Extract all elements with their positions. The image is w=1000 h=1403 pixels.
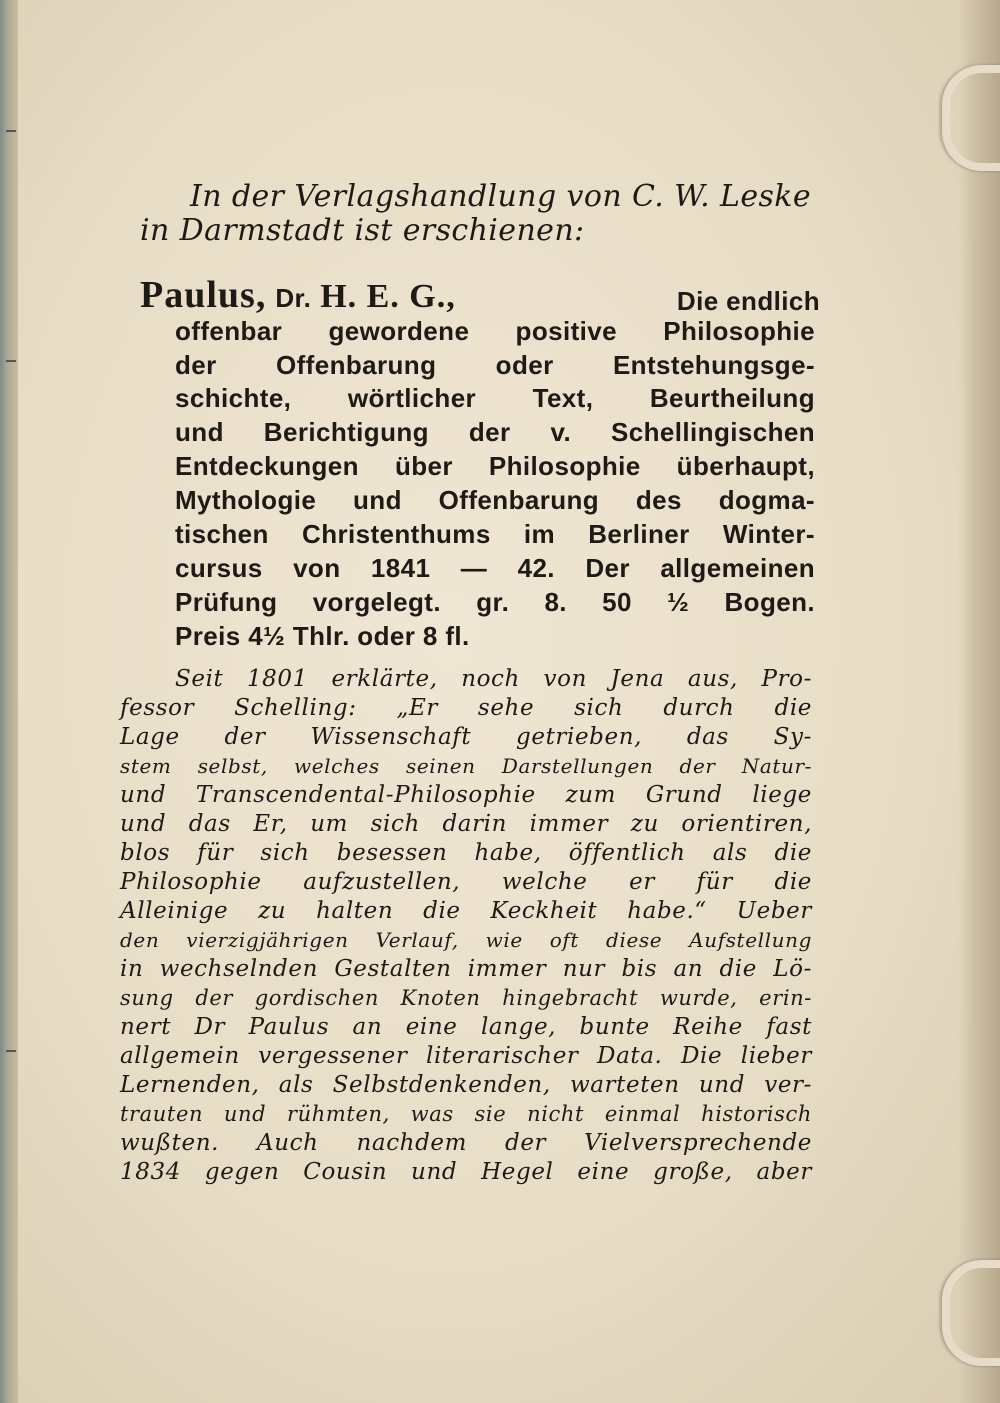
book-title-line: der Offenbarung oder Entstehungsge- (175, 350, 815, 380)
description-line: den vierzigjährigen Verlauf, wie oft diese Aufstellung (120, 928, 812, 952)
description-line: blos für sich besessen habe, öffentlich als die (120, 840, 812, 866)
clasp-top (942, 65, 1000, 171)
description-line: fessor Schelling: „Er sehe sich durch die (120, 695, 812, 721)
description-line: allgemein vergessener literarischer Data. Die lieber (120, 1043, 812, 1069)
binding-mark (6, 1050, 16, 1052)
description-line: Lage der Wissenschaft getrieben, das Sy- (120, 724, 812, 750)
description-line: Lernenden, als Selbstdenkenden, warteten und ver- (120, 1072, 812, 1098)
publisher-line-2: in Darmstadt ist erschienen: (140, 213, 585, 248)
clasp-bottom (942, 1260, 1000, 1366)
description-line: stem selbst, welches seinen Darstellungen der Natur- (120, 754, 812, 778)
book-title-start: Die endlich (676, 286, 820, 316)
publisher-line-1: In der Verlagshandlung von C. W. Leske (190, 179, 812, 214)
description-line: trauten und rühmten, was sie nicht einmal historisch (120, 1102, 812, 1126)
page-edge (958, 0, 1000, 1403)
binding-mark (6, 130, 16, 132)
author-name: Paulus (140, 274, 256, 316)
book-title-line-1 (140, 274, 820, 316)
description-line: Seit 1801 erklärte, noch von Jena aus, Pro- (175, 666, 812, 692)
book-title-line: schichte, wörtlicher Text, Beurtheilung (175, 383, 815, 413)
description-line: und das Er, um sich darin immer zu orientiren, (120, 811, 812, 837)
book-title-line: Mythologie und Offenbarung des dogma- (175, 485, 815, 515)
book-title-line: tischen Christenthums im Berliner Winter- (175, 519, 815, 549)
book-title-line: Entdeckungen über Philosophie überhaupt, (175, 451, 815, 481)
book-title-line: Prüfung vorgelegt. gr. 8. 50 ½ Bogen. (175, 587, 815, 617)
book-title-line: offenbar gewordene positive Philosophie (175, 316, 815, 346)
description-line: nert Dr Paulus an eine lange, bunte Reihe fast (120, 1014, 812, 1040)
book-title-line: cursus von 1841 — 42. Der allgemeinen (175, 553, 815, 583)
description-line: in wechselnden Gestalten immer nur bis an die Lö- (120, 956, 812, 982)
doctor-title: Dr. (275, 283, 312, 313)
description-line: und Transcendental-Philosophie zum Grund liege (120, 782, 812, 808)
description-line: wußten. Auch nachdem der Vielversprechende (120, 1130, 812, 1156)
description-line: Philosophie aufzustellen, welche er für die (120, 869, 812, 895)
description-line: Alleinige zu halten die Keckheit habe.“ Ueber (120, 898, 812, 924)
binding-mark (6, 360, 16, 362)
author-initials: H. E. G. (320, 278, 447, 315)
description-line: 1834 gegen Cousin und Hegel eine große, aber (120, 1159, 812, 1185)
description-line: sung der gordischen Knoten hingebracht wurde, erin- (120, 986, 812, 1010)
book-title-line: und Berichtigung der v. Schellingischen (175, 417, 815, 447)
book-binding (0, 0, 18, 1403)
initials-separator: , (446, 278, 456, 315)
book-price-line: Preis 4½ Thlr. oder 8 fl. (175, 621, 470, 651)
author-separator: , (255, 274, 267, 316)
